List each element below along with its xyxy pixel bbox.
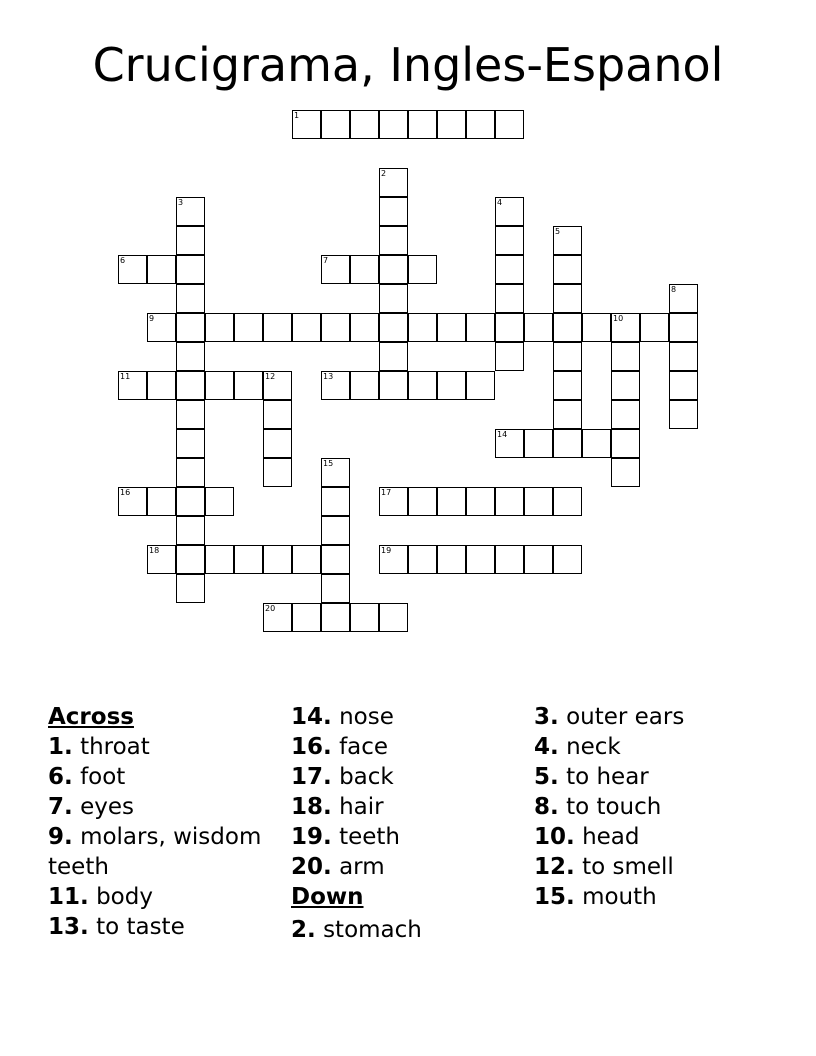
down-heading: Down	[291, 884, 364, 910]
grid-cell[interactable]	[176, 545, 205, 574]
grid-cell[interactable]	[350, 603, 379, 632]
clue-item	[291, 702, 521, 732]
clue-item-number: 20.	[291, 854, 332, 880]
grid-cell[interactable]	[495, 110, 524, 139]
grid-cell[interactable]	[669, 400, 698, 429]
grid-cell[interactable]	[408, 313, 437, 342]
grid-cell[interactable]	[669, 284, 698, 313]
clue-item-text: outer ears	[566, 704, 685, 730]
grid-cell[interactable]	[321, 255, 350, 284]
down-clue-list	[291, 915, 521, 945]
clue-item	[534, 732, 784, 762]
grid-cell[interactable]	[263, 400, 292, 429]
grid-cell[interactable]	[147, 545, 176, 574]
grid-cell[interactable]	[437, 545, 466, 574]
clue-item	[291, 792, 521, 822]
grid-cell[interactable]	[379, 284, 408, 313]
grid-cell[interactable]	[176, 197, 205, 226]
clue-item	[48, 732, 278, 762]
grid-cell[interactable]	[176, 487, 205, 516]
clue-number: 7	[323, 256, 329, 265]
grid-cell[interactable]	[379, 168, 408, 197]
grid-cell[interactable]	[466, 487, 495, 516]
grid-cell[interactable]	[205, 487, 234, 516]
clue-item-text: head	[582, 824, 640, 850]
clue-item-number: 3.	[534, 704, 559, 730]
clue-number: 15	[323, 459, 334, 468]
grid-cell[interactable]	[205, 545, 234, 574]
clue-item-number: 12.	[534, 854, 575, 880]
clue-item-text: stomach	[323, 917, 422, 943]
grid-cell[interactable]	[408, 487, 437, 516]
grid-cell[interactable]	[263, 603, 292, 632]
grid-cell[interactable]	[495, 226, 524, 255]
clue-item	[291, 915, 521, 945]
clue-item	[291, 822, 521, 852]
grid-cell[interactable]	[350, 255, 379, 284]
clue-item-number: 10.	[534, 824, 575, 850]
clue-number: 10	[613, 314, 624, 323]
clue-item-text: molars, wisdom teeth	[48, 824, 262, 880]
clue-number: 17	[381, 488, 392, 497]
grid-cell[interactable]	[292, 313, 321, 342]
down-clue-list-continued	[534, 702, 784, 912]
grid-cell[interactable]	[234, 371, 263, 400]
grid-cell[interactable]	[379, 603, 408, 632]
clue-item	[48, 882, 278, 912]
grid-cell[interactable]	[321, 110, 350, 139]
clue-item-text: mouth	[582, 884, 657, 910]
grid-cell[interactable]	[176, 574, 205, 603]
clue-item-number: 17.	[291, 764, 332, 790]
grid-cell[interactable]	[611, 458, 640, 487]
grid-cell[interactable]	[611, 371, 640, 400]
grid-cell[interactable]	[582, 429, 611, 458]
grid-cell[interactable]	[408, 255, 437, 284]
clue-item-text: to smell	[582, 854, 674, 880]
grid-cell[interactable]	[176, 226, 205, 255]
grid-cell[interactable]	[176, 516, 205, 545]
clue-item-number: 8.	[534, 794, 559, 820]
grid-cell[interactable]	[553, 284, 582, 313]
clue-number: 12	[265, 372, 276, 381]
across-clue-list-continued	[291, 702, 521, 882]
clue-item-number: 7.	[48, 794, 73, 820]
grid-cell[interactable]	[321, 545, 350, 574]
grid-cell[interactable]	[553, 400, 582, 429]
grid-cell[interactable]	[495, 342, 524, 371]
grid-cell[interactable]	[263, 313, 292, 342]
grid-cell[interactable]	[147, 371, 176, 400]
grid-cell[interactable]	[640, 313, 669, 342]
grid-cell[interactable]	[176, 284, 205, 313]
grid-cell[interactable]	[437, 371, 466, 400]
clue-number: 1	[294, 111, 300, 120]
clue-item-number: 15.	[534, 884, 575, 910]
grid-cell[interactable]	[379, 487, 408, 516]
clue-item-number: 11.	[48, 884, 89, 910]
grid-cell[interactable]	[176, 371, 205, 400]
grid-cell[interactable]	[524, 429, 553, 458]
grid-cell[interactable]	[553, 226, 582, 255]
clue-item-text: face	[339, 734, 389, 760]
clue-item	[534, 882, 784, 912]
clue-item-number: 4.	[534, 734, 559, 760]
grid-cell[interactable]	[553, 545, 582, 574]
grid-cell[interactable]	[466, 110, 495, 139]
clue-item	[48, 912, 278, 942]
grid-cell[interactable]	[321, 516, 350, 545]
grid-cell[interactable]	[379, 255, 408, 284]
grid-cell[interactable]	[321, 313, 350, 342]
clue-item-number: 16.	[291, 734, 332, 760]
clue-item-text: teeth	[339, 824, 400, 850]
clue-item-text: eyes	[80, 794, 134, 820]
grid-cell[interactable]	[118, 371, 147, 400]
clue-number: 18	[149, 546, 160, 555]
grid-cell[interactable]	[292, 603, 321, 632]
grid-cell[interactable]	[466, 313, 495, 342]
grid-cell[interactable]	[205, 313, 234, 342]
grid-cell[interactable]	[176, 255, 205, 284]
clue-item-number: 13.	[48, 914, 89, 940]
clue-column-1	[48, 702, 278, 942]
clue-number: 14	[497, 430, 508, 439]
clue-number: 13	[323, 372, 334, 381]
clue-item-text: nose	[339, 704, 394, 730]
clue-number: 19	[381, 546, 392, 555]
grid-cell[interactable]	[350, 110, 379, 139]
grid-cell[interactable]	[118, 487, 147, 516]
grid-cell[interactable]	[379, 342, 408, 371]
grid-cell[interactable]	[524, 313, 553, 342]
grid-cell[interactable]	[379, 313, 408, 342]
grid-cell[interactable]	[495, 429, 524, 458]
clue-item-number: 1.	[48, 734, 73, 760]
grid-cell[interactable]	[379, 545, 408, 574]
grid-cell[interactable]	[176, 429, 205, 458]
grid-cell[interactable]	[408, 545, 437, 574]
grid-cell[interactable]	[669, 342, 698, 371]
clue-item	[48, 792, 278, 822]
grid-cell[interactable]	[495, 313, 524, 342]
grid-cell[interactable]	[379, 226, 408, 255]
grid-cell[interactable]	[379, 371, 408, 400]
grid-cell[interactable]	[292, 545, 321, 574]
grid-cell[interactable]	[669, 313, 698, 342]
clue-item	[534, 702, 784, 732]
grid-cell[interactable]	[466, 545, 495, 574]
grid-cell[interactable]	[553, 255, 582, 284]
grid-cell[interactable]	[437, 487, 466, 516]
grid-cell[interactable]	[147, 313, 176, 342]
grid-cell[interactable]	[263, 545, 292, 574]
clue-item-number: 14.	[291, 704, 332, 730]
clue-column-3	[534, 702, 784, 912]
clue-item-text: hair	[339, 794, 384, 820]
clue-item	[48, 822, 278, 882]
grid-cell[interactable]	[495, 284, 524, 313]
grid-cell[interactable]	[263, 458, 292, 487]
clue-item-number: 5.	[534, 764, 559, 790]
grid-cell[interactable]	[263, 429, 292, 458]
grid-cell[interactable]	[321, 603, 350, 632]
grid-cell[interactable]	[611, 342, 640, 371]
clue-item-text: back	[339, 764, 394, 790]
clue-item-number: 19.	[291, 824, 332, 850]
clue-item	[291, 732, 521, 762]
clue-item-text: to touch	[566, 794, 662, 820]
grid-cell[interactable]	[234, 313, 263, 342]
clue-item-text: neck	[566, 734, 621, 760]
clue-item	[48, 762, 278, 792]
clue-item	[291, 852, 521, 882]
grid-cell[interactable]	[524, 545, 553, 574]
clue-item	[534, 852, 784, 882]
clue-item-text: to taste	[96, 914, 185, 940]
clue-item-number: 2.	[291, 917, 316, 943]
clue-item	[534, 822, 784, 852]
clue-item-number: 18.	[291, 794, 332, 820]
grid-cell[interactable]	[437, 110, 466, 139]
grid-cell[interactable]	[495, 255, 524, 284]
grid-cell[interactable]	[524, 487, 553, 516]
grid-cell[interactable]	[611, 400, 640, 429]
grid-cell[interactable]	[147, 487, 176, 516]
clue-number: 16	[120, 488, 131, 497]
clue-item-text: arm	[339, 854, 385, 880]
grid-cell[interactable]	[292, 110, 321, 139]
grid-cell[interactable]	[321, 487, 350, 516]
grid-cell[interactable]	[553, 371, 582, 400]
grid-cell[interactable]	[176, 342, 205, 371]
grid-cell[interactable]	[263, 371, 292, 400]
grid-cell[interactable]	[611, 429, 640, 458]
grid-cell[interactable]	[379, 197, 408, 226]
grid-cell[interactable]	[466, 371, 495, 400]
clue-number: 4	[497, 198, 503, 207]
grid-cell[interactable]	[350, 371, 379, 400]
grid-cell[interactable]	[379, 110, 408, 139]
grid-cell[interactable]	[118, 255, 147, 284]
clue-item-number: 9.	[48, 824, 73, 850]
grid-cell[interactable]	[176, 313, 205, 342]
grid-cell[interactable]	[553, 487, 582, 516]
grid-cell[interactable]	[408, 110, 437, 139]
grid-cell[interactable]	[321, 458, 350, 487]
grid-cell[interactable]	[553, 342, 582, 371]
clue-item-text: body	[96, 884, 153, 910]
grid-cell[interactable]	[321, 574, 350, 603]
page-title: Crucigrama, Ingles-Espanol	[92, 38, 724, 92]
grid-cell[interactable]	[147, 255, 176, 284]
grid-cell[interactable]	[234, 545, 263, 574]
across-heading: Across	[48, 704, 134, 730]
grid-cell[interactable]	[553, 429, 582, 458]
grid-cell[interactable]	[321, 371, 350, 400]
grid-cell[interactable]	[582, 313, 611, 342]
clue-number: 5	[555, 227, 561, 236]
grid-cell[interactable]	[553, 313, 582, 342]
clue-item-text: foot	[80, 764, 126, 790]
clue-column-2	[291, 702, 521, 945]
grid-cell[interactable]	[205, 371, 234, 400]
across-clue-list	[48, 732, 278, 942]
grid-cell[interactable]	[495, 545, 524, 574]
grid-cell[interactable]	[350, 313, 379, 342]
grid-cell[interactable]	[495, 197, 524, 226]
grid-cell[interactable]	[176, 458, 205, 487]
clue-item	[534, 792, 784, 822]
clue-number: 2	[381, 169, 387, 178]
clue-item	[291, 762, 521, 792]
grid-cell[interactable]	[495, 487, 524, 516]
clue-number: 11	[120, 372, 131, 381]
grid-cell[interactable]	[669, 371, 698, 400]
clue-item	[534, 762, 784, 792]
clue-number: 20	[265, 604, 276, 613]
clue-number: 9	[149, 314, 155, 323]
clue-number: 8	[671, 285, 677, 294]
grid-cell[interactable]	[611, 313, 640, 342]
grid-cell[interactable]	[437, 313, 466, 342]
clue-number: 3	[178, 198, 184, 207]
clue-number: 6	[120, 256, 126, 265]
grid-cell[interactable]	[176, 400, 205, 429]
clue-item-text: to hear	[566, 764, 649, 790]
clue-item-number: 6.	[48, 764, 73, 790]
grid-cell[interactable]	[408, 371, 437, 400]
clue-item-text: throat	[80, 734, 150, 760]
